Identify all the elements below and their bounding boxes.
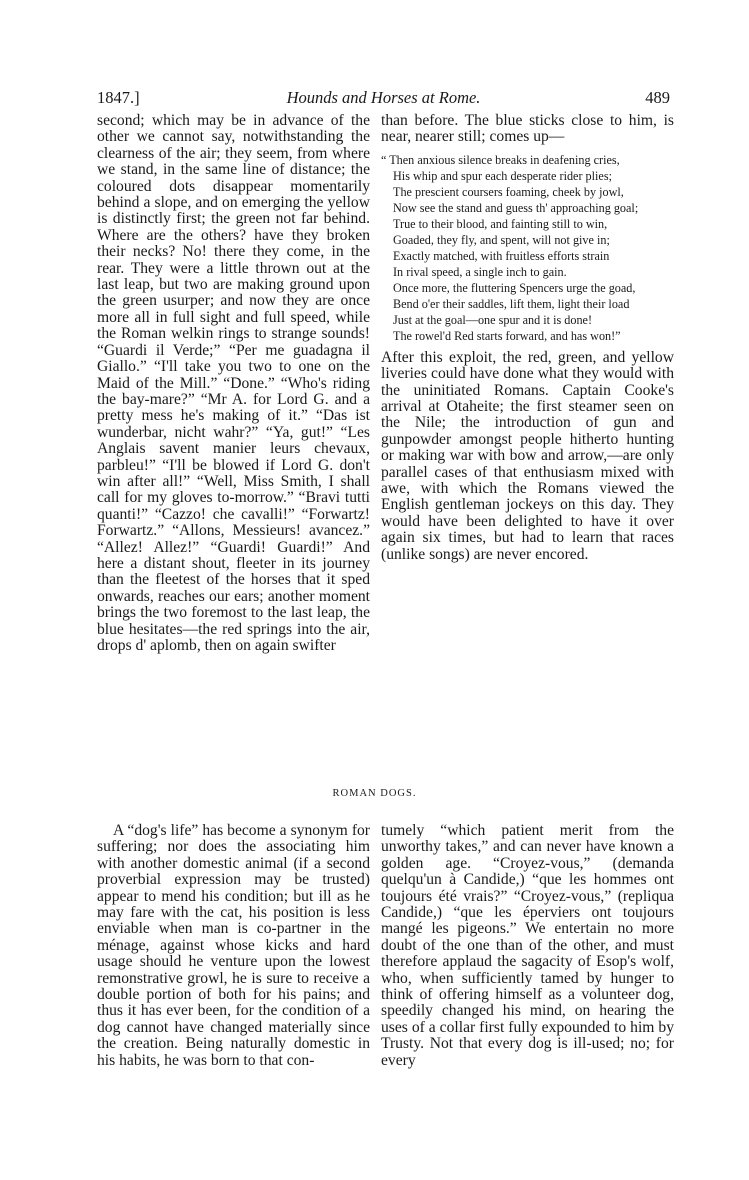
poem-line: Bend o'er their saddles, lift them, light their load (393, 296, 630, 311)
paragraph: tumely “which patient merit from the unworthy takes,” and can never have known a golden age. “Croyez-vous,” (demanda quelqu'un à Candide,) “que les hommes ont toujours été vrais?” “Croyez-vous,” (repliqua Candide,) “que les éperviers ont toujours mangé les pigeons.” We entertain no more doubt of the one than of the other, and must therefore applaud the sagacity of Esop's wolf, who, when sufficiently tamed by hunger to think of offering himself as a volunteer dog, speedily changed his mind, on hearing the uses of a collar first fully expounded to him by Trusty. Not that every dog is ill-used; no; for every (381, 822, 674, 1069)
poem-line: “ Then anxious silence breaks in deafening cries, (381, 152, 620, 167)
paragraph: second; which may be in advance of the other we cannot say, notwithstanding the clearness of the air; they seem, from where we stand, in the same line of distance; the coloured dots disappear momentarily behind a slope, and on emerging the yellow is distinctly first; the green not far behind. Where are the others? have they broken their necks? No! there they come, in the rear. They were a little thrown out at the last leap, but two are making ground upon the green usurper; and now they are once more all in full sight and full speed, while the Roman welkin rings to strange sounds! “Guardi il Verde;” “Per me guadagna il Giallo.” “I'll take you two to one on the Maid of the Mill.” “Done.” “Who's riding the bay-mare?” “Mr A. for Lord G. and a pretty mess he's making of it.” “Das ist wunderbar, nicht wahr?” “Ya, gut!” “Les Anglais savent manier leurs chevaux, parbleu!” “I'll be blowed if Lord G. don't win after all!” “Well, Miss Smith, I shall call for my gloves to-morrow.” “Bravi tutti quanti!” “Cazzo! che cavalli!” “Forwartz! Forwartz.” “Allons, Messieurs! avancez.” “Allez! Allez!” “Guardi! Guardi!” And here a distant shout, fleeter in its journey than the fleetest of the horses that it sped onwards, reaches our ears; another moment brings the two foremost to the last leap, the blue hesitates—the red springs into the air, drops d' aplomb, then on again swifter (97, 112, 370, 654)
bottom-right-column (381, 823, 674, 1069)
header-title: Hounds and Horses at Rome. (286, 88, 481, 107)
poem-line: Goaded, they fly, and spent, will not give in; (393, 232, 610, 247)
poem-line: Once more, the fluttering Spencers urge the goad, (393, 280, 636, 295)
top-left-column (97, 113, 370, 654)
bottom-left-column (97, 823, 370, 1069)
top-right-column (381, 113, 674, 563)
header-year: 1847.] (97, 88, 140, 107)
paragraph: A “dog's life” has become a synonym for suffering; nor does the associating him with another domestic animal (if a second proverbial expression may be trusted) appear to mend his condition; but ill as he may fare with the cat, his position is less enviable when man is co-partner in the ménage, against whose kicks and hard usage should he venture upon the lowest remonstrative growl, he is sure to receive a double portion of both for his pains; and thus it has ever been, for the condition of a dog cannot have changed materially since the creation. Being naturally domestic in his habits, he was born to that con- (97, 822, 370, 1069)
poem-line: In rival speed, a single inch to gain. (393, 264, 567, 279)
poem-line: Now see the stand and guess th' approaching goal; (393, 200, 639, 215)
poem-line: The rowel'd Red starts forward, and has won!” (393, 328, 621, 343)
paragraph: than before. The blue sticks close to him, is near, nearer still; comes up— (381, 112, 674, 146)
page-number: 489 (645, 88, 670, 107)
poem-line: Just at the goal—one spur and it is done! (393, 312, 593, 327)
poem-line: The prescient coursers foaming, cheek by jowl, (393, 184, 624, 199)
section-heading: ROMAN DOGS. (332, 788, 417, 799)
paragraph: After this exploit, the red, green, and yellow liveries could have done what they would with the uninitiated Romans. Captain Cooke's arrival at Otaheite; the first steamer seen on the Nile; the introduction of gun and gunpowder amongst people hitherto hunting or making war with bow and arrow,—are only parallel cases of that enthusiasm mixed with awe, with which the Romans viewed the English gentleman jockeys on this day. They would have been delighted to have it over again six times, but had to learn that races (unlike songs) are never encored. (381, 348, 674, 563)
running-header (97, 88, 670, 110)
poem-line: His whip and spur each desperate rider plies; (393, 168, 612, 183)
poem-line: True to their blood, and fainting still to win, (393, 216, 608, 231)
poem-line: Exactly matched, with fruitless efforts strain (393, 248, 610, 263)
poem-quote (381, 152, 674, 344)
